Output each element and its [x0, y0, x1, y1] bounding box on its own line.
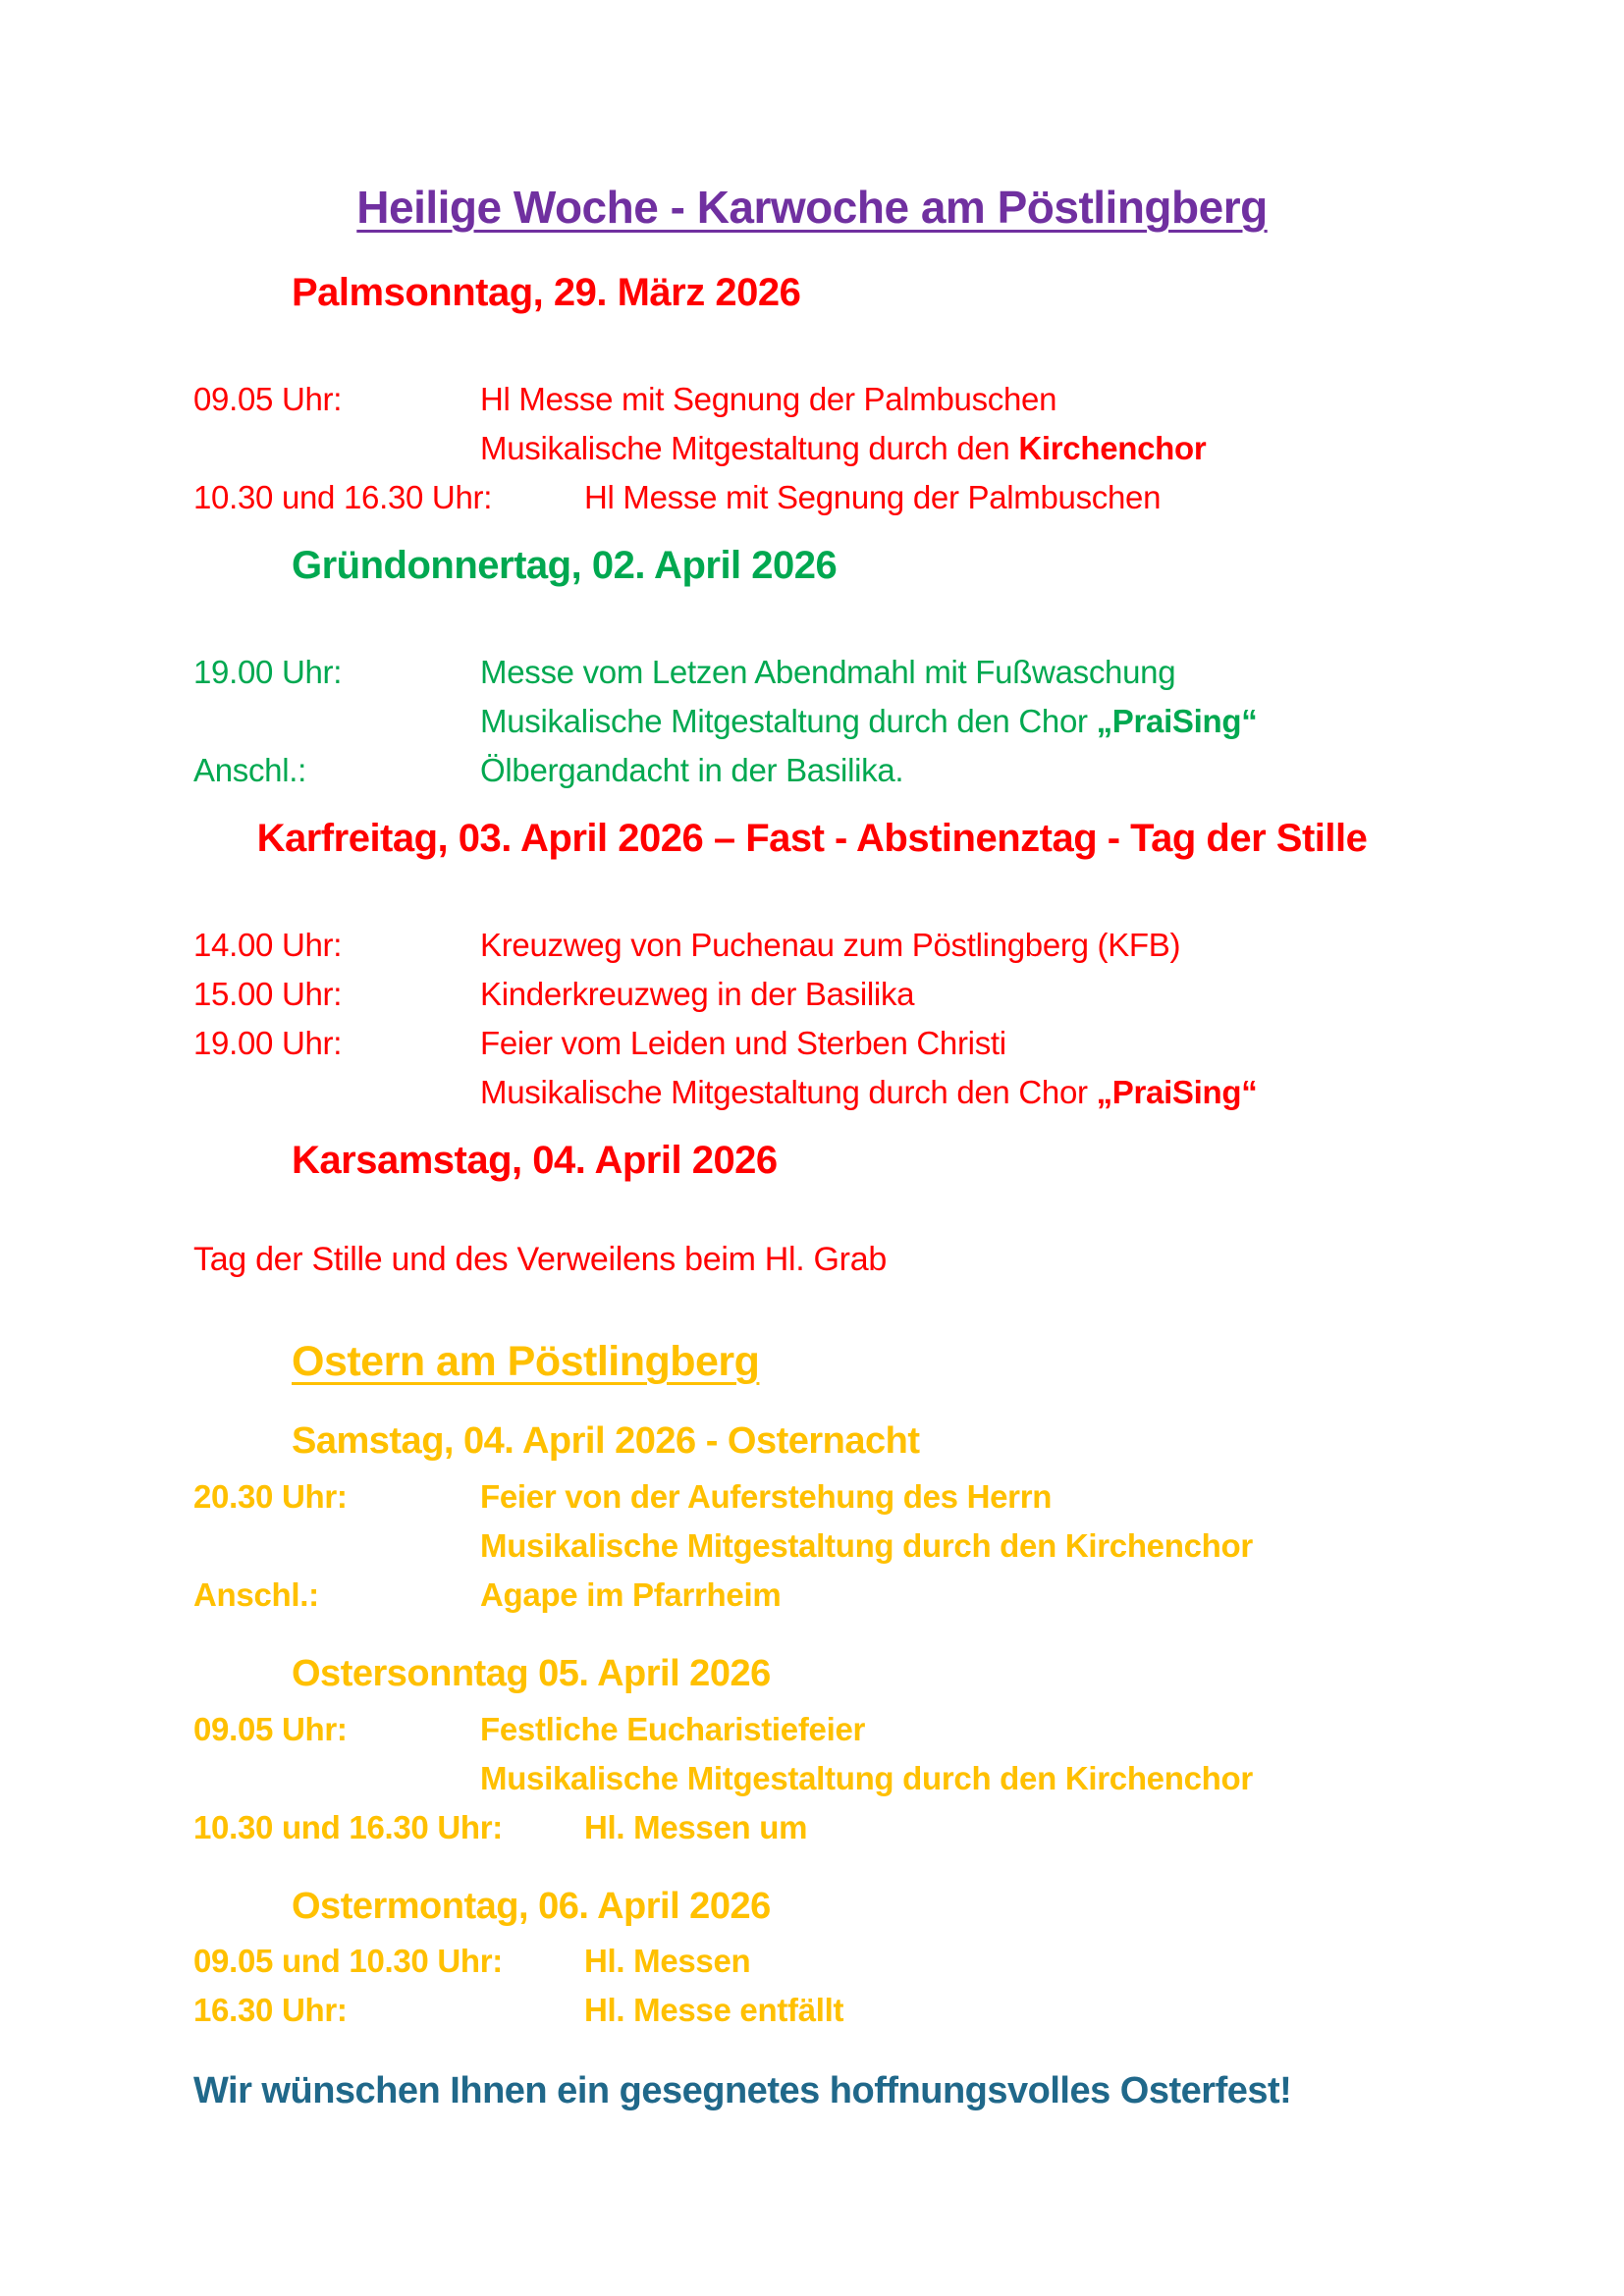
section-heading-karfreitag [0, 815, 1624, 862]
section-heading-karfreitag-text: Karfreitag, 03. April 2026 – Fast - Abstinenztag - Tag der Stille [256, 816, 1368, 860]
event-description [480, 1571, 1536, 1620]
schedule-row [193, 1754, 1536, 1803]
document-title [0, 182, 1624, 234]
text-segment: Musikalische Mitgestaltung durch den Kirchenchor [480, 1526, 1253, 1564]
event-description [480, 648, 1536, 697]
document-body [193, 269, 1536, 2117]
text-segment: Musikalische Mitgestaltung durch den [480, 429, 1019, 466]
time-label: Anschl.: [193, 751, 306, 788]
text-segment: Agape im Pfarrheim [480, 1575, 782, 1613]
event-description [480, 970, 1536, 1019]
schedule-karfreitag [193, 921, 1536, 1117]
schedule-row [193, 648, 1536, 697]
section-heading-palmsonntag [292, 269, 1536, 316]
time-label: 16.30 Uhr: [193, 1992, 348, 2029]
schedule-row [193, 1472, 1536, 1522]
time-label: 10.30 und 16.30 Uhr: [193, 1808, 503, 1845]
event-description [480, 1754, 1536, 1803]
schedule-row [193, 375, 1536, 424]
section-heading-ostersonntag [292, 1652, 1536, 1697]
schedule-row [193, 1705, 1536, 1754]
section-heading-osternacht [292, 1419, 1536, 1465]
schedule-osternacht [193, 1472, 1536, 1620]
section-heading-karsamstag [292, 1137, 1536, 1184]
schedule-row [193, 746, 1536, 795]
text-segment: Musikalische Mitgestaltung durch den Kirchenchor [480, 1759, 1253, 1796]
time-label: 15.00 Uhr: [193, 975, 343, 1012]
time-label: 09.05 und 10.30 Uhr: [193, 1943, 503, 1980]
time-label: 19.00 Uhr: [193, 653, 343, 690]
text-segment: Feier von der Auferstehung des Herrn [480, 1477, 1053, 1515]
schedule-row [193, 1937, 1536, 1986]
event-description [480, 921, 1536, 970]
section-heading-ostern-text: Ostern am Pöstlingberg [292, 1337, 760, 1385]
section-heading-palmsonntag-text: Palmsonntag, 29. März 2026 [292, 270, 801, 314]
event-description [584, 1803, 1536, 1852]
schedule-row [193, 1986, 1536, 2035]
event-description [480, 1705, 1536, 1754]
time-label: 14.00 Uhr: [193, 926, 343, 963]
text-segment: Hl. Messe entfällt [584, 1992, 844, 2029]
text-segment: Hl. Messen um [584, 1808, 808, 1845]
section-heading-gruendonnertag-text: Gründonnertag, 02. April 2026 [292, 543, 838, 587]
time-label: 09.05 Uhr: [193, 380, 343, 417]
schedule-row [193, 1803, 1536, 1852]
schedule-row [193, 1068, 1536, 1117]
schedule-row [193, 424, 1536, 473]
section-heading-ostersonntag-text: Ostersonntag 05. April 2026 [292, 1652, 771, 1694]
emphasized-text: Kirchenchor [1018, 429, 1207, 466]
text-segment: Kreuzweg von Puchenau zum Pöstlingberg (KFB) [480, 926, 1181, 963]
time-label: 09.05 Uhr: [193, 1710, 348, 1747]
text-segment: Ölbergandacht in der Basilika. [480, 751, 904, 788]
schedule-row [193, 697, 1536, 746]
document-title-text: Heilige Woche - Karwoche am Pöstlingberg [356, 182, 1268, 233]
schedule-row [193, 1571, 1536, 1620]
note-tag-der-stille: Tag der Stille und des Verweilens beim Hl. Grab [193, 1240, 887, 1278]
section-heading-ostermontag [292, 1885, 1536, 1930]
schedule-row [193, 1019, 1536, 1068]
schedule-palmsonntag [193, 375, 1536, 522]
event-description [584, 473, 1536, 522]
section-heading-karsamstag-text: Karsamstag, 04. April 2026 [292, 1138, 778, 1182]
event-description [480, 1068, 1536, 1117]
event-description [584, 1986, 1536, 2035]
event-description [480, 697, 1536, 746]
text-segment: Musikalische Mitgestaltung durch den Chor [480, 702, 1097, 739]
event-description [480, 746, 1536, 795]
text-segment: Musikalische Mitgestaltung durch den Chor [480, 1073, 1097, 1110]
section-heading-osternacht-text: Samstag, 04. April 2026 - Osternacht [292, 1420, 920, 1463]
text-segment: Feier vom Leiden und Sterben Christi [480, 1024, 1006, 1061]
schedule-gruendonnertag [193, 648, 1536, 795]
event-description [584, 1937, 1536, 1986]
event-description [480, 1019, 1536, 1068]
time-label: 19.00 Uhr: [193, 1024, 343, 1061]
closing-message: Wir wünschen Ihnen ein gesegnetes hoffnungsvolles Osterfest! [193, 2070, 1292, 2112]
schedule-ostersonntag [193, 1705, 1536, 1852]
section-heading-ostern [292, 1337, 1536, 1388]
schedule-row [193, 921, 1536, 970]
text-segment: Hl Messe mit Segnung der Palmbuschen [584, 478, 1162, 515]
event-description [480, 375, 1536, 424]
schedule-ostermontag [193, 1937, 1536, 2035]
schedule-row [193, 970, 1536, 1019]
time-label: Anschl.: [193, 1575, 319, 1613]
text-segment: Hl. Messen [584, 1943, 751, 1980]
emphasized-text: „PraiSing“ [1096, 1073, 1258, 1110]
event-description [480, 1522, 1536, 1571]
text-segment: Festliche Eucharistiefeier [480, 1710, 866, 1747]
event-description [480, 1472, 1536, 1522]
text-segment: Kinderkreuzweg in der Basilika [480, 975, 915, 1012]
schedule-row [193, 473, 1536, 522]
time-label: 10.30 und 16.30 Uhr: [193, 478, 493, 515]
emphasized-text: „PraiSing“ [1096, 702, 1258, 739]
time-label: 20.30 Uhr: [193, 1477, 348, 1515]
event-description [480, 424, 1536, 473]
schedule-row [193, 1522, 1536, 1571]
text-segment: Hl Messe mit Segnung der Palmbuschen [480, 380, 1057, 417]
section-heading-gruendonnertag [292, 542, 1536, 589]
section-heading-ostermontag-text: Ostermontag, 06. April 2026 [292, 1885, 771, 1927]
text-segment: Messe vom Letzen Abendmahl mit Fußwaschung [480, 653, 1176, 690]
